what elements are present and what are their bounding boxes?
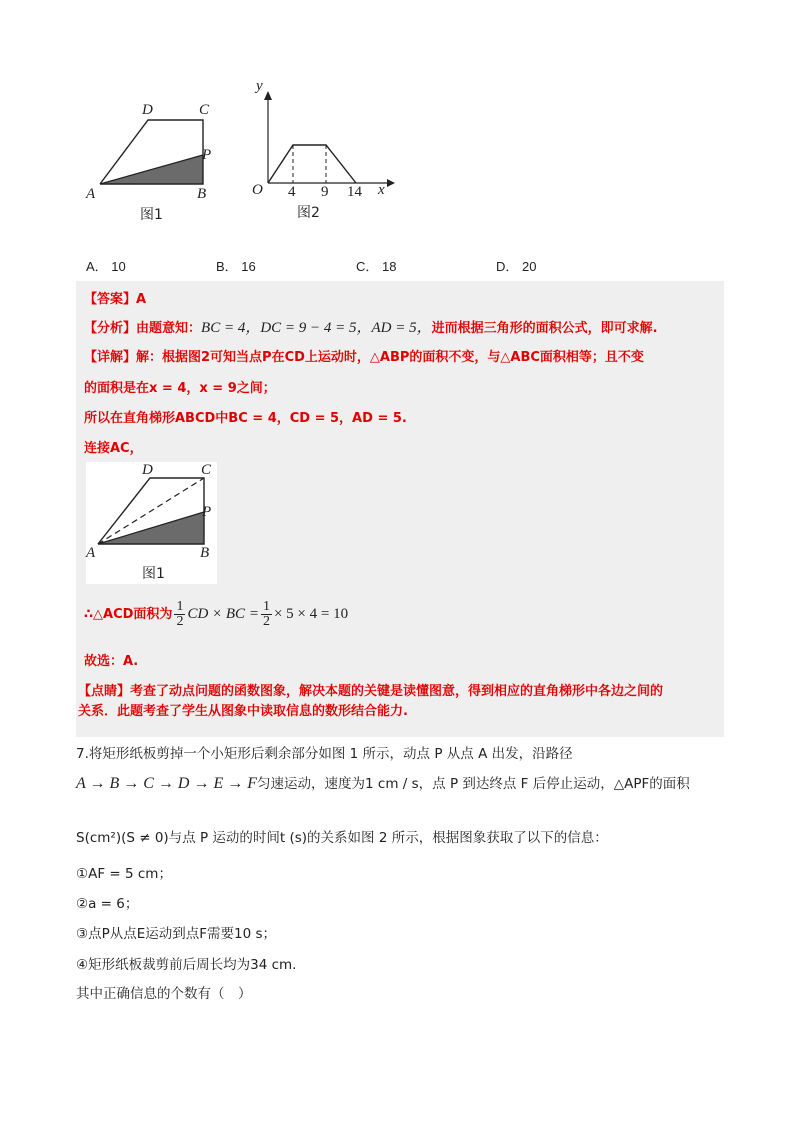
q7-line-1: 7.将矩形纸板剪掉一个小矩形后剩余部分如图 1 所示，动点 P 从点 A 出发，沿路径 bbox=[76, 746, 573, 762]
comment-tag: 【点睛】 bbox=[78, 684, 131, 699]
answer-line bbox=[84, 288, 146, 307]
x-axis-label: x bbox=[378, 182, 385, 198]
option-b-key: B． bbox=[216, 259, 238, 274]
solution-figure-caption: 图1 bbox=[142, 566, 165, 582]
tick-4: 4 bbox=[288, 184, 296, 200]
comment-line-2: 关系．此题考查了学生从图象中读取信息的数形结合能力. bbox=[78, 704, 408, 719]
tick-9: 9 bbox=[321, 184, 329, 200]
q7-item-4: ④矩形纸板裁剪前后周长均为34 cm. bbox=[76, 957, 297, 973]
answer-tag: 【答案】 bbox=[84, 292, 137, 307]
detail-tag: 【详解】 bbox=[84, 350, 137, 365]
label-a: A bbox=[86, 186, 96, 202]
option-c-value: 18 bbox=[382, 259, 397, 274]
label-b: B bbox=[197, 186, 207, 202]
option-d-key: D． bbox=[496, 259, 519, 274]
q7-line-3: S(cm²)(S ≠ 0)与点 P 运动的时间t (s)的关系如图 2 所示，根据图象获取了以下的信息： bbox=[76, 830, 608, 846]
area-expr-b: × 5 × 4 = 10 bbox=[273, 606, 349, 622]
figure-1 bbox=[84, 100, 224, 222]
figure-2-caption: 图2 bbox=[297, 205, 320, 221]
graph-line bbox=[268, 145, 356, 183]
q7-line-2 bbox=[76, 772, 690, 793]
option-b[interactable] bbox=[216, 256, 256, 275]
origin-label: O bbox=[252, 182, 263, 198]
q7-path: A → B → C → D → E → F bbox=[76, 775, 258, 792]
figure-1-caption: 图1 bbox=[140, 207, 163, 223]
option-a-value: 10 bbox=[111, 259, 126, 274]
tick-14: 14 bbox=[347, 184, 362, 200]
x-axis-arrow bbox=[387, 179, 395, 187]
q7-item-2: ②a = 6； bbox=[76, 896, 139, 912]
comment-line-1 bbox=[78, 680, 663, 699]
label-c: C bbox=[199, 102, 210, 118]
detail-line-3: 所以在直角梯形ABCD中BC = 4，CD = 5，AD = 5. bbox=[84, 411, 407, 426]
option-c[interactable] bbox=[356, 256, 396, 275]
option-a-key: A． bbox=[86, 259, 108, 274]
conclusion-line: 故选：A. bbox=[84, 654, 139, 669]
fraction-half-1: $\frac{1}{2}$ bbox=[176, 599, 184, 629]
q7-item-3: ③点P从点E运动到点F需要10 s； bbox=[76, 926, 277, 942]
analysis-line bbox=[84, 316, 658, 337]
label-d: D bbox=[142, 102, 153, 118]
label-a: A bbox=[86, 545, 96, 561]
detail-text-1: 解：根据图2可知当点P在CD上运动时，△ABP的面积不变，与△ABC面积相等；且不变 bbox=[136, 350, 644, 365]
y-axis-arrow bbox=[264, 91, 272, 100]
detail-line-4: 连接AC， bbox=[84, 441, 143, 456]
figure-2 bbox=[244, 78, 404, 222]
comment-text-1: 考查了动点问题的函数图象，解决本题的关键是读懂图意，得到相应的直角梯形中各边之间的 bbox=[130, 684, 664, 699]
label-c: C bbox=[201, 462, 212, 478]
option-d-value: 20 bbox=[522, 259, 537, 274]
label-p: P bbox=[202, 147, 212, 163]
analysis-math: BC = 4，DC = 9 − 4 = 5，AD = 5， bbox=[201, 320, 432, 336]
answer-value: A bbox=[136, 292, 147, 307]
area-prefix: ∴△ACD面积为 bbox=[84, 607, 173, 622]
option-b-value: 16 bbox=[241, 259, 256, 274]
y-axis-label: y bbox=[256, 78, 263, 94]
analysis-prefix: 由题意知： bbox=[136, 321, 202, 336]
area-line bbox=[84, 600, 348, 629]
q7-prompt: 其中正确信息的个数有（ ） bbox=[76, 986, 252, 1002]
area-expr-a: CD × BC = bbox=[187, 606, 259, 622]
option-d[interactable] bbox=[496, 256, 536, 275]
detail-line-1 bbox=[84, 346, 644, 365]
option-c-key: C． bbox=[356, 259, 379, 274]
label-p: P bbox=[202, 504, 212, 520]
analysis-tag: 【分析】 bbox=[84, 321, 137, 336]
solution-figure bbox=[86, 462, 217, 584]
label-b: B bbox=[200, 545, 210, 561]
analysis-suffix: 进而根据三角形的面积公式，即可求解. bbox=[431, 321, 658, 336]
label-d: D bbox=[142, 462, 153, 478]
detail-line-2: 的面积是在x = 4，x = 9之间； bbox=[84, 381, 276, 396]
q7-line-2-text: 匀速运动，速度为1 cm / s，点 P 到达终点 F 后停止运动，△APF的面积 bbox=[257, 776, 690, 792]
option-a[interactable] bbox=[86, 256, 126, 275]
fraction-half-2: $\frac{1}{2}$ bbox=[262, 599, 270, 629]
q7-item-1: ①AF = 5 cm； bbox=[76, 866, 172, 882]
